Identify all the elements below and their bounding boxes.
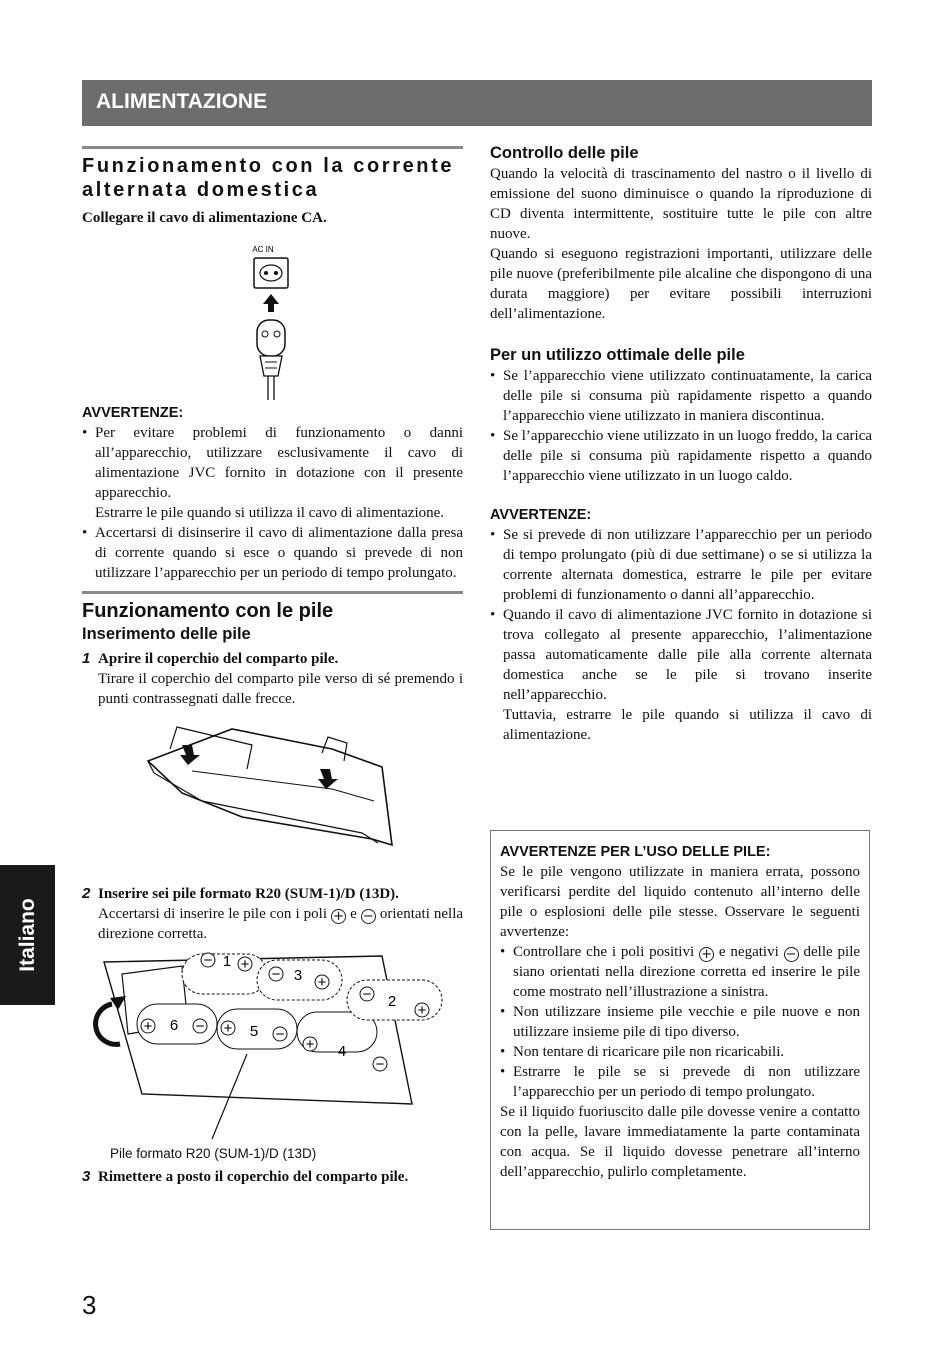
box-outro: Se il liquido fuoriuscito dalle pile dovesse venire a contatto con la pelle, lavare immediatamente la parte contaminata con acqua. Se il liquido dovesse penetrare all’interno dell’apparecchio, pulirlo completamente. [500, 1104, 860, 1180]
battery-number: 1 [222, 953, 232, 970]
list-item: • Se l’apparecchio viene utilizzato continuatamente, la carica delle pile si consuma più rapidamente rispetto a quando l’apparecchio viene utilizzato in maniera discontinua. [490, 366, 872, 426]
divider [82, 146, 463, 149]
step-text: orientati nella direzione corretta. [98, 906, 464, 942]
svg-text:+: + [417, 1002, 427, 1019]
battery-heading: Funzionamento con le pile [82, 600, 334, 622]
warning-text-extra: Estrarre le pile quando si utilizza il cavo di alimentazione. [95, 505, 445, 521]
battery-number: 3 [293, 967, 303, 984]
warning-text-extra: Tuttavia, estrarre le pile quando si utilizza il cavo di alimentazione. [503, 707, 872, 743]
ac-in-label: AC IN [252, 245, 274, 254]
list-item [82, 423, 463, 523]
section-title: ALIMENTAZIONE [96, 90, 268, 113]
optimal-heading: Per un utilizzo ottimale delle pile [490, 346, 745, 364]
language-label: Italiano [15, 898, 39, 972]
battery-number: 6 [169, 1017, 179, 1034]
list-item: • Se l’apparecchio viene utilizzato in un luogo freddo, la carica delle pile si consuma più rapidamente rispetto a quando l’apparecchio viene utilizzato in un luogo caldo. [490, 426, 872, 486]
list-item: • Se si prevede di non utilizzare l’apparecchio per un periodo di tempo prolungato (più di due settimane) o se si utilizza la corrente alternata domestica, estrarre le pile per evitare problemi di funzionamento o danni all’apparecchio. [490, 525, 872, 605]
warnings-list-left [82, 423, 463, 583]
warning-text: Quando il cavo di alimentazione JVC fornito in dotazione si trova collegato al presente apparecchio, l’alimentazione passa automaticamente dalle pile alla corrente alternata domestica anche se le pile si trovano inserite nell’apparecchio. [503, 607, 872, 703]
svg-text:−: − [271, 966, 281, 983]
battery-number: 2 [387, 993, 397, 1010]
check-heading: Controllo delle pile [490, 144, 639, 162]
box-heading: AVVERTENZE PER L’USO DELLE PILE: [500, 844, 771, 860]
svg-text:−: − [195, 1018, 205, 1035]
plus-pole-icon: + [331, 909, 346, 924]
section-banner [82, 80, 872, 126]
warnings-heading-right: AVVERTENZE: [490, 507, 592, 523]
plus-pole-icon: + [699, 947, 714, 962]
battery-caption: Pile formato R20 (SUM-1)/D (13D) [110, 1146, 317, 1161]
warnings-list-right [490, 525, 872, 745]
list-item [500, 942, 860, 1002]
divider [82, 591, 463, 594]
step-text-and: e [350, 906, 357, 922]
ac-cord-illustration [82, 228, 463, 403]
battery-warning-box [490, 830, 870, 1230]
page-number: 3 [82, 1290, 97, 1320]
battery-cover-illustration [82, 709, 463, 869]
list-item: • Accertarsi di disinserire il cavo di alimentazione dalla presa di corrente quando si esce o quando si prevede di non utilizzare l’apparecchio per un periodo di tempo prolungato. [82, 523, 463, 583]
step-number: 3 [82, 1168, 91, 1185]
left-column [82, 146, 463, 1187]
ac-subtitle: Collegare il cavo di alimentazione CA. [82, 210, 327, 226]
svg-text:−: − [362, 986, 372, 1003]
step-title: Inserire sei pile formato R20 (SUM-1)/D (13D). [98, 886, 399, 902]
insert-heading: Inserimento delle pile [82, 625, 251, 643]
step-text: Accertarsi di inserire le pile con i poli [98, 906, 328, 922]
warnings-heading-left: AVVERTENZE: [82, 405, 184, 421]
step-text: Tirare il coperchio del comparto pile verso di sé premendo i punti contrassegnati dalle frecce. [98, 671, 463, 707]
list-item: • Estrarre le pile se si prevede di non utilizzare l’apparecchio per un periodo di tempo prolungato. [500, 1062, 860, 1102]
check-paragraph: Quando la velocità di trascinamento del nastro o il livello di emissione del suono diminuisce o quando la riproduzione di CD diventa intermittente, sostituire tutte le pile con altre nuove. [490, 166, 872, 242]
box-item-text: delle pile siano orientati nella direzione corretta ed inserire le pile come mostrato nell’illustrazione a sinistra. [513, 944, 861, 1000]
check-paragraph: Quando si eseguono registrazioni importanti, utilizzare delle pile nuove (preferibilmente pile alcaline che dispongono di una durata maggiore) per evitare possibili interruzioni dell’alimentazione. [490, 246, 872, 322]
svg-text:+: + [305, 1036, 315, 1053]
battery-number: 5 [249, 1023, 259, 1040]
battery-insertion-illustration [82, 944, 463, 1154]
battery-number: 4 [337, 1043, 347, 1060]
box-item-text: e negativi [718, 944, 779, 960]
box-item-text: Controllare che i poli positivi [513, 944, 695, 960]
optimal-list [490, 366, 872, 486]
svg-text:+: + [240, 956, 250, 973]
svg-text:+: + [223, 1020, 233, 1037]
svg-text:−: − [275, 1026, 285, 1043]
box-list [500, 942, 860, 1102]
svg-text:−: − [203, 952, 213, 969]
ac-heading: Funzionamento con la corrente alternata domestica [82, 155, 455, 201]
step-title: Aprire il coperchio del comparto pile. [98, 651, 339, 667]
list-item: • Non tentare di ricaricare pile non ricaricabili. [500, 1042, 860, 1062]
language-tab [0, 865, 55, 1005]
step-1 [82, 649, 463, 709]
warning-text: Per evitare problemi di funzionamento o danni all’apparecchio, utilizzare esclusivamente il cavo di alimentazione JVC fornito in dotazione con il presente apparecchio. [95, 425, 463, 501]
svg-text:+: + [317, 974, 327, 991]
step-number: 2 [82, 885, 91, 902]
svg-text:−: − [375, 1056, 385, 1073]
step-title: Rimettere a posto il coperchio del comparto pile. [98, 1169, 409, 1185]
box-intro: Se le pile vengono utilizzate in maniera errata, possono verificarsi perdite del liquido contenuto all’interno delle pile o esplosioni delle pile stesse. Osservare le seguenti avvertenze: [500, 864, 860, 940]
step-number: 1 [82, 650, 91, 667]
step-2 [82, 884, 463, 944]
list-item: • Non utilizzare insieme pile vecchie e pile nuove e non utilizzare insieme pile di tipo diverso. [500, 1002, 860, 1042]
svg-text:+: + [143, 1018, 153, 1035]
step-3 [82, 1167, 463, 1187]
minus-pole-icon: − [784, 947, 799, 962]
list-item [490, 605, 872, 745]
minus-pole-icon: − [361, 909, 376, 924]
right-column [490, 142, 872, 745]
